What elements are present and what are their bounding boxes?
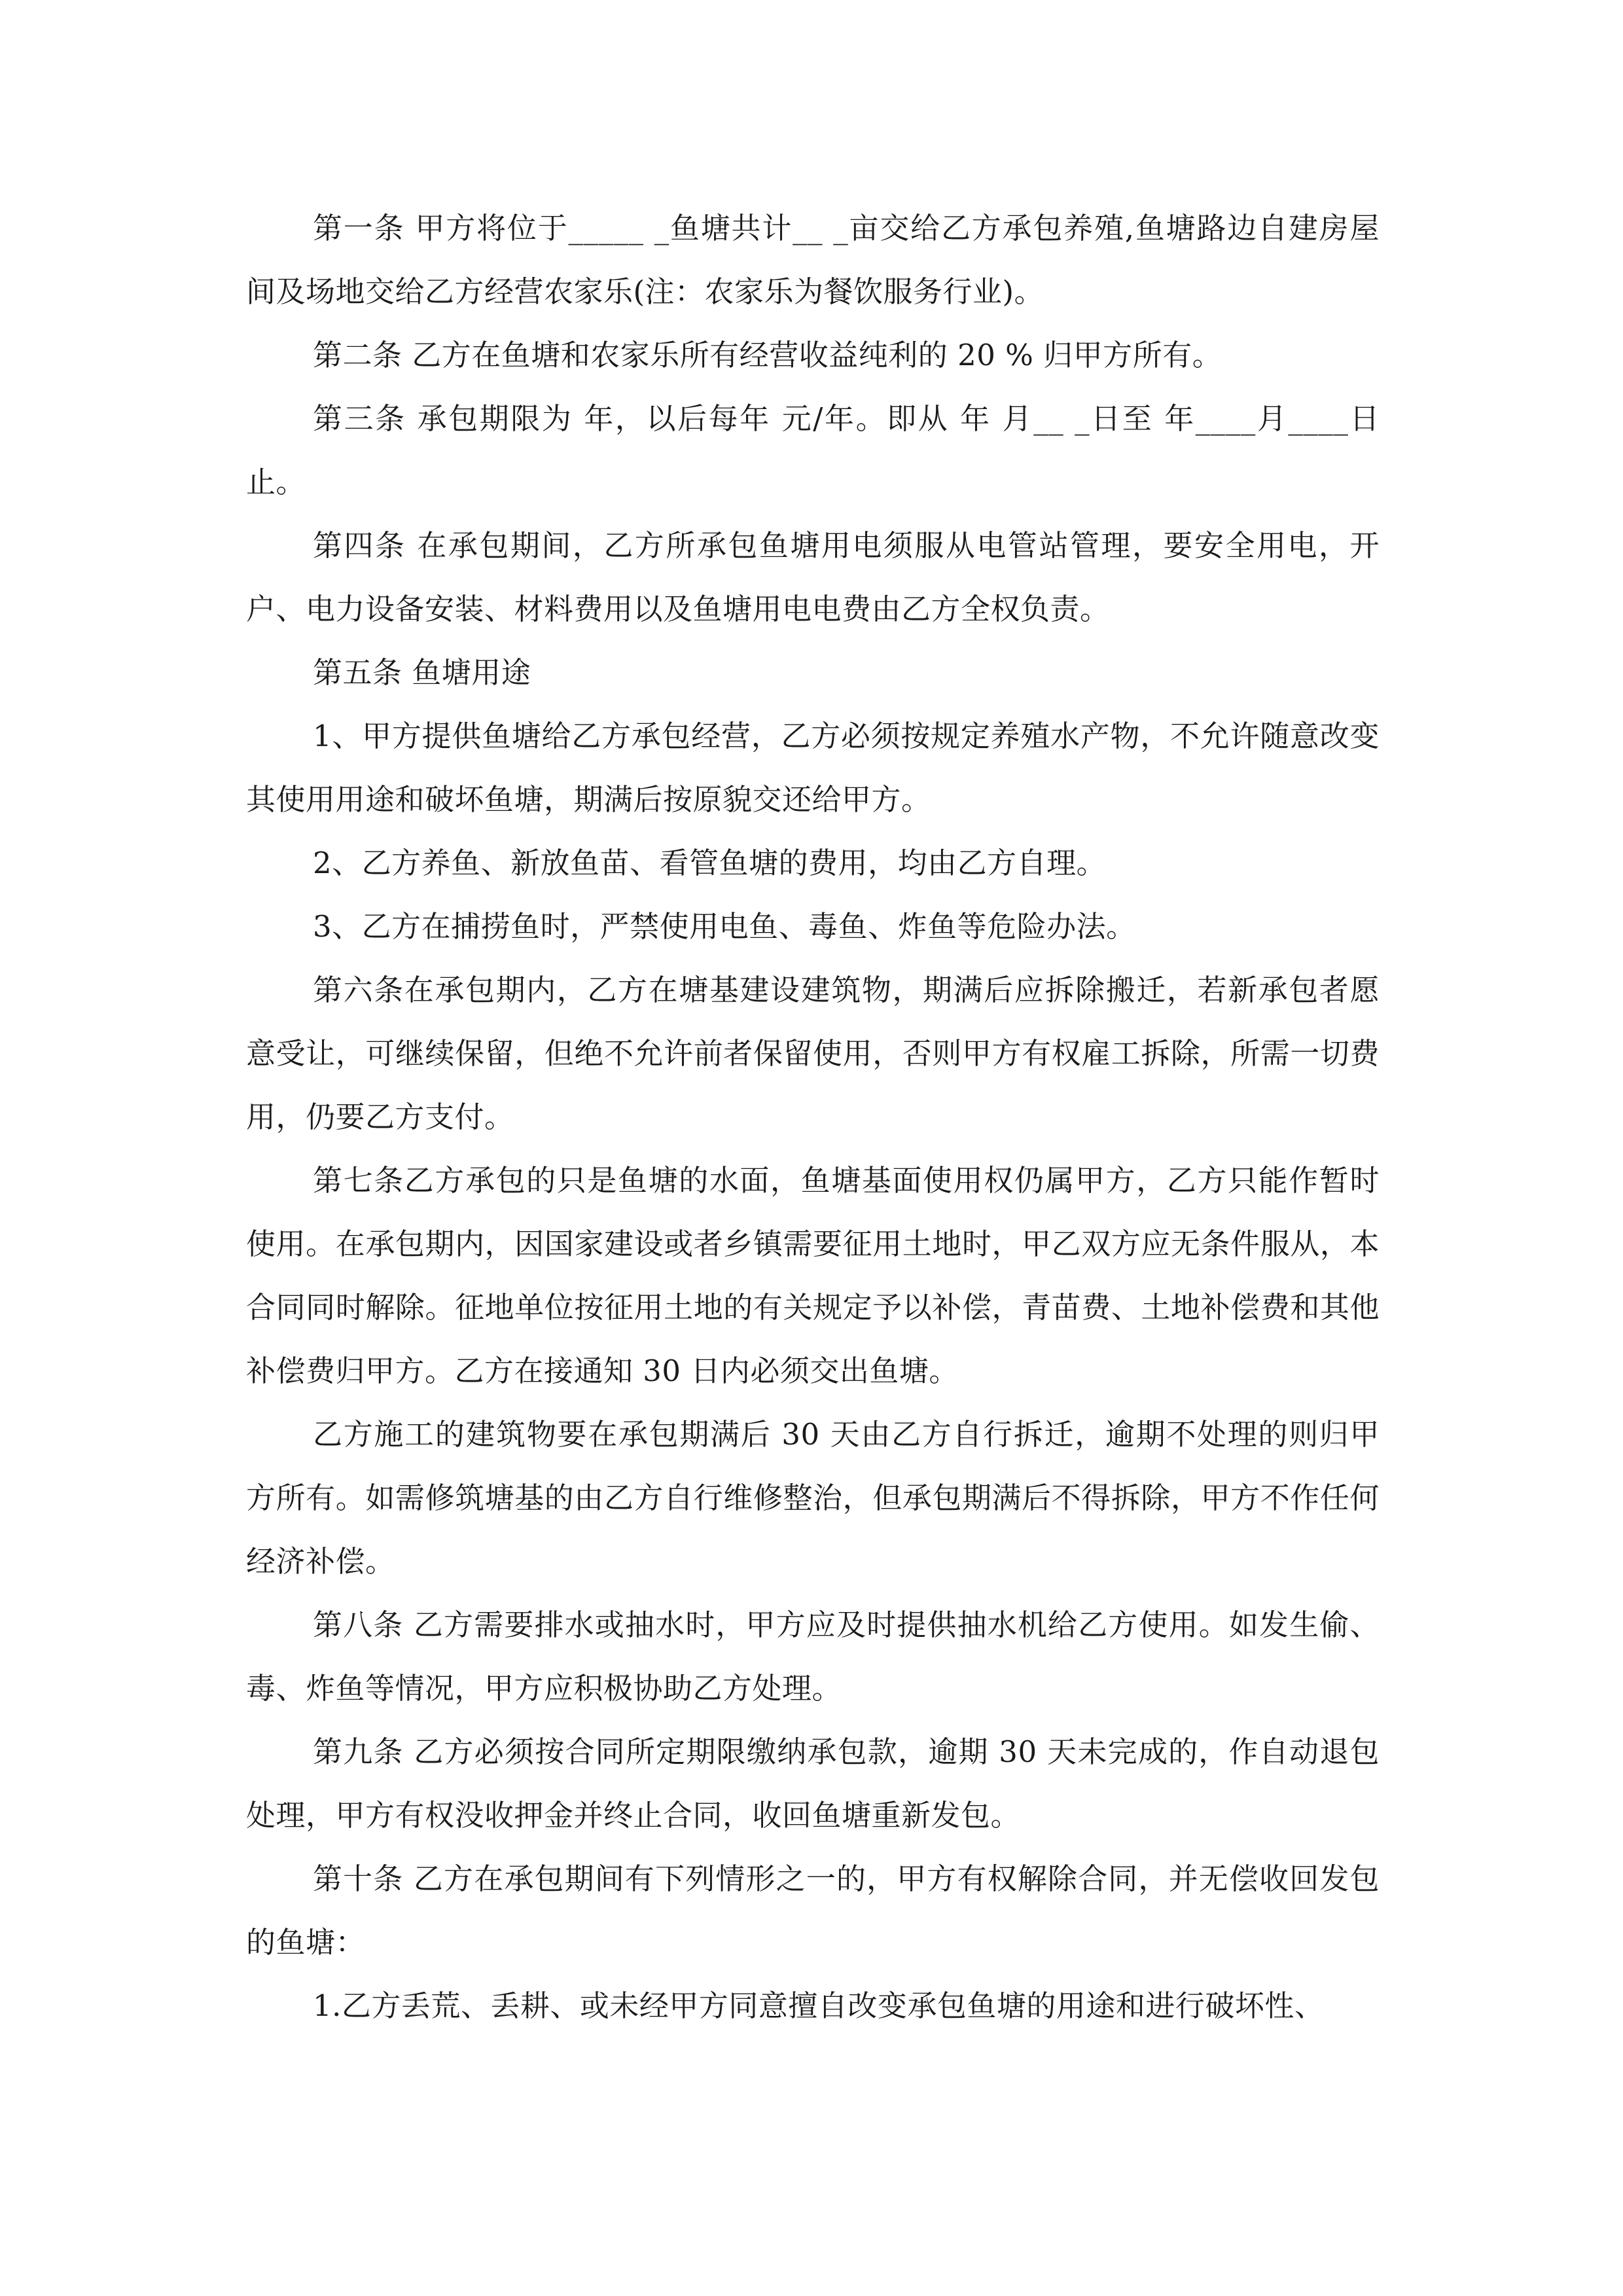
- paragraph-article-6: 第六条在承包期内，乙方在塘基建设建筑物，期满后应拆除搬迁，若新承包者愿意受让，可继续保留，但绝不允许前者保留使用，否则甲方有权雇工拆除，所需一切费用，仍要乙方支付。: [246, 973, 1380, 1134]
- paragraph-article-5-item-2: 2、乙方养鱼、新放鱼苗、看管鱼塘的费用，均由乙方自理。: [313, 846, 1107, 880]
- paragraph-article-2: 第二条 乙方在鱼塘和农家乐所有经营收益纯利的 20 % 归甲方所有。: [313, 338, 1222, 372]
- paragraph-article-5-item-1: 1、甲方提供鱼塘给乙方承包经营，乙方必须按规定养殖水产物，不允许随意改变其使用用途和破坏鱼塘，期满后按原貌交还给甲方。: [246, 719, 1380, 817]
- paragraph-article-9: 第九条 乙方必须按合同所定期限缴纳承包款，逾期 30 天未完成的，作自动退包处理，甲方有权没收押金并终止合同，收回鱼塘重新发包。: [246, 1734, 1380, 1833]
- paragraph-article-3: 第三条 承包期限为 年，以后每年 元/年。即从 年 月__ _日至 年____月____日止。: [246, 401, 1380, 499]
- paragraph-article-10-item-1: 1.乙方丢荒、丢耕、或未经甲方同意擅自改变承包鱼塘的用途和进行破坏性、: [313, 1988, 1325, 2023]
- paragraph-article-5-heading: 第五条 鱼塘用途: [313, 655, 531, 690]
- paragraph-article-10: 第十条 乙方在承包期间有下列情形之一的，甲方有权解除合同，并无偿收回发包的鱼塘：: [246, 1861, 1380, 1960]
- paragraph-article-1: 第一条 甲方将位于_____ _鱼塘共计__ _亩交给乙方承包养殖,鱼塘路边自建房屋 间及场地交给乙方经营农家乐(注：农家乐为餐饮服务行业)。: [246, 211, 1380, 309]
- paragraph-article-7-continued: 乙方施工的建筑物要在承包期满后 30 天由乙方自行拆迁，逾期不处理的则归甲方所有。如需修筑塘基的由乙方自行维修整治，但承包期满后不得拆除，甲方不作任何经济补偿。: [246, 1417, 1380, 1579]
- paragraph-article-7: 第七条乙方承包的只是鱼塘的水面，鱼塘基面使用权仍属甲方，乙方只能作暂时使用。在承包期内，因国家建设或者乡镇需要征用土地时，甲乙双方应无条件服从，本合同同时解除。征地单位按征用土地的有关规定予以补偿，青苗费、土地补偿费和其他补偿费归甲方。乙方在接通知 30 日内必须交出鱼塘。: [246, 1163, 1380, 1388]
- paragraph-article-8: 第八条 乙方需要排水或抽水时，甲方应及时提供抽水机给乙方使用。如发生偷、毒、炸鱼等情况，甲方应积极协助乙方处理。: [246, 1607, 1380, 1706]
- paragraph-article-5-item-3: 3、乙方在捕捞鱼时，严禁使用电鱼、毒鱼、炸鱼等危险办法。: [313, 909, 1136, 944]
- document-body: [246, 196, 1380, 2037]
- paragraph-article-4: 第四条 在承包期间，乙方所承包鱼塘用电须服从电管站管理，要安全用电，开户、电力设备安装、材料费用以及鱼塘用电电费由乙方全权负责。: [246, 528, 1380, 626]
